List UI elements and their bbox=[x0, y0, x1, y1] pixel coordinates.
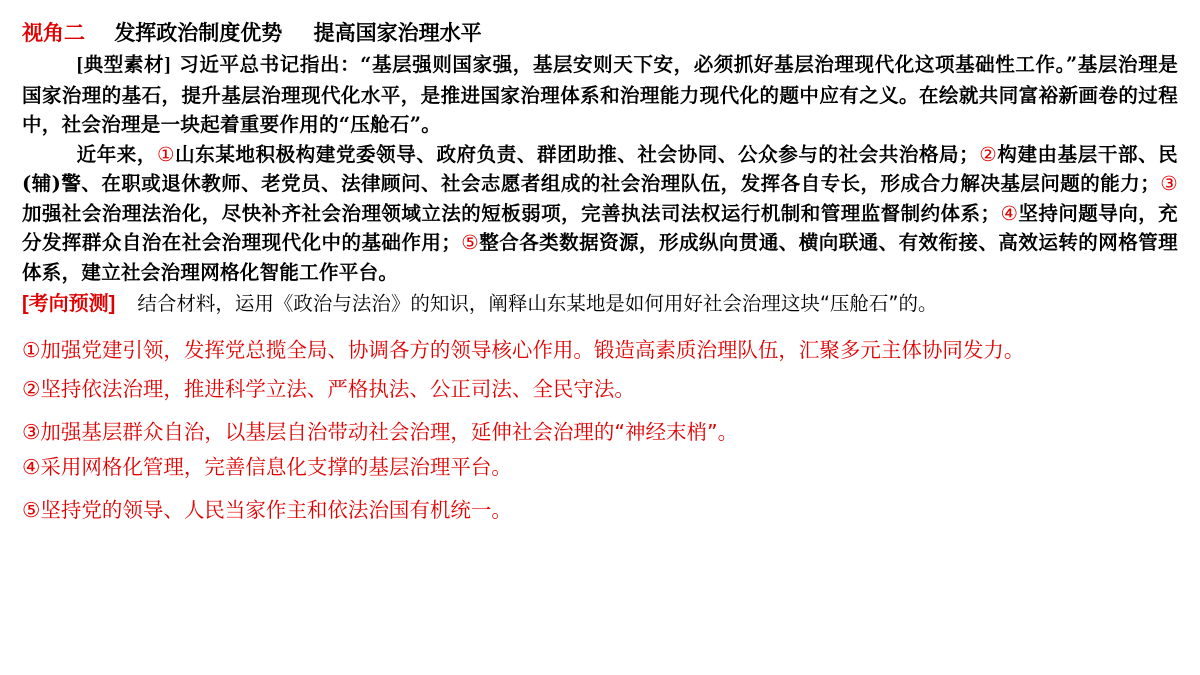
section-title-sub: 提高国家治理水平 bbox=[313, 21, 482, 45]
material-item-1: 山东某地积极构建党委领导、政府负责、群团助推、社会协同、公众参与的社会共治格局； bbox=[175, 142, 979, 166]
item-marker-1: ① bbox=[157, 142, 176, 166]
prediction-question: 结合材料，运用《政治与法治》的知识，阐释山东某地是如何用好社会治理这块“压舱石”的。 bbox=[137, 292, 938, 315]
material-tag: [典型素材] bbox=[76, 55, 171, 76]
section-title-main: 发挥政治制度优势 bbox=[114, 21, 283, 45]
item-marker-5: ⑤ bbox=[461, 231, 480, 254]
answer-item-3: ③加强基层群众自治，以基层自治带动社会治理，延伸社会治理的“神经末梢”。 bbox=[22, 420, 739, 444]
typical-material bbox=[22, 50, 1178, 287]
material-paragraph-2 bbox=[22, 140, 1178, 288]
answer-item-2: ②坚持依法治理，推进科学立法、严格执法、公正司法、全民守法。 bbox=[22, 377, 635, 401]
section-title bbox=[22, 18, 1178, 50]
material-item-3: 加强社会治理法治化，尽快补齐社会治理领域立法的短板弱项，完善执法司法权运行机制和管理监督制约体系； bbox=[22, 201, 1001, 225]
item-marker-4: ④ bbox=[1000, 201, 1019, 225]
material-paragraph-1 bbox=[22, 50, 1178, 140]
section-tag: 视角二 bbox=[22, 21, 85, 45]
material-quote: 习近平总书记指出：“基层强则国家强，基层安则天下安，必须抓好基层治理现代化这项基础性工作。”基层治理是国家治理的基石，提升基层治理现代化水平，是推进国家治理体系和治理能力现代化的题中应有之义。在绘就共同富裕新画卷的过程中，社会治理是一块起着重要作用的“压舱石”。 bbox=[22, 53, 1179, 136]
material-item-2: 构建由基层干部、民(辅)警、在职或退休教师、老党员、法律顾问、社会志愿者组成的社会治理队伍，发挥各自专长，形成合力解决基层问题的能力； bbox=[22, 142, 1178, 195]
item-marker-3: ③ bbox=[1160, 172, 1178, 195]
material-item-5: 整合各类数据资源，形成纵向贯通、横向联通、有效衔接、高效运转的网格管理体系，建立社会治理网格化智能工作平台。 bbox=[22, 231, 1178, 284]
answer-item-5: ⑤坚持党的领导、人民当家作主和依法治国有机统一。 bbox=[22, 498, 512, 522]
prediction-tag: [考向预测] bbox=[22, 293, 116, 315]
answer-item-4: ④采用网格化管理，完善信息化支撑的基层治理平台。 bbox=[22, 455, 512, 479]
material-intro: 近年来， bbox=[76, 142, 158, 166]
item-marker-2: ② bbox=[978, 142, 998, 166]
exam-prediction bbox=[22, 288, 1178, 319]
slide bbox=[22, 18, 1178, 526]
answer-item-1: ①加强党建引领，发挥党总揽全局、协调各方的领导核心作用。锻造高素质治理队伍，汇聚多元主体协同发力。 bbox=[22, 338, 1025, 362]
material-item-4: 坚持问题导向，充分发挥群众自治在社会治理现代化中的基础作用； bbox=[22, 201, 1178, 254]
answer-list bbox=[22, 335, 1178, 526]
